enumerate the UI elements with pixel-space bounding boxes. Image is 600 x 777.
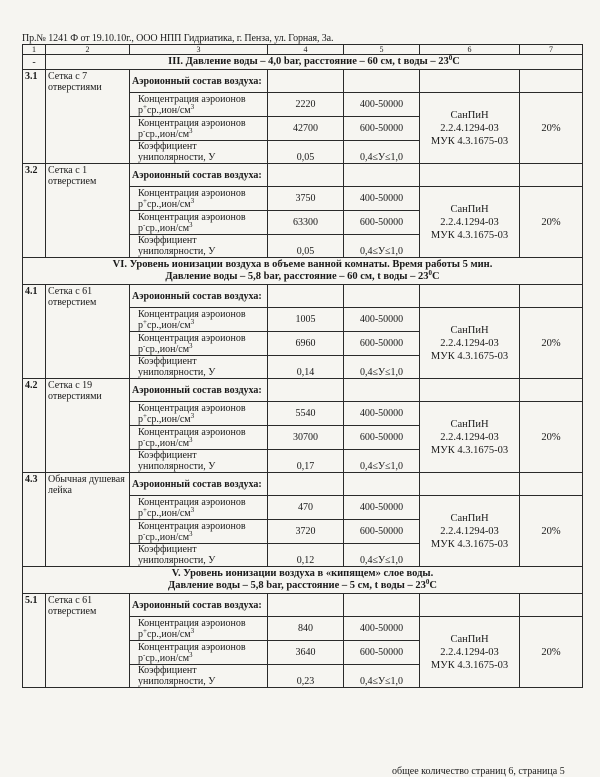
cube-sup: 3	[189, 341, 193, 350]
conc-minus-norm: 600-50000	[344, 520, 420, 544]
conc-symbol: р	[138, 104, 143, 116]
empty-cell	[420, 285, 520, 308]
coef-value: 0,12	[268, 544, 344, 567]
dash-cell: -	[23, 55, 46, 70]
conc-plus-norm: 400-50000	[344, 496, 420, 520]
degree-sup: 0	[425, 578, 430, 586]
empty-cell	[344, 594, 420, 617]
sample-name: Сетка с 61 отверстием	[46, 285, 130, 379]
conc-label-line1: Концентрация аэроионов	[138, 93, 246, 105]
conc-symbol: р	[138, 319, 143, 331]
conc-label-line1: Концентрация аэроионов	[138, 402, 246, 414]
conc-plus-value: 470	[268, 496, 344, 520]
degree-sup: 0	[448, 54, 453, 62]
conc-plus-value: 5540	[268, 402, 344, 426]
row-id: 4.2	[23, 379, 46, 473]
column-number: 3	[130, 45, 268, 55]
doc-line2: 2.2.4.1294-03	[440, 122, 499, 134]
degree-unit: С	[431, 271, 440, 282]
minus-sup: -	[143, 126, 146, 135]
conc-minus-label	[130, 117, 268, 141]
conc-minus-label	[130, 426, 268, 450]
conc-unit: ср.,ион/см	[145, 652, 190, 664]
error-value: 20%	[520, 187, 583, 258]
conc-symbol: р	[138, 343, 143, 355]
coef-norm: 0,4≤У≤1,0	[344, 665, 420, 688]
minus-sup: -	[143, 529, 146, 538]
section-title-line2: Давление воды – 5,8 bar, расстояние – 5 см, t воды – 23	[168, 580, 426, 591]
row-id: 4.3	[23, 473, 46, 567]
conc-plus-label	[130, 617, 268, 641]
conc-minus-value: 63300	[268, 211, 344, 235]
conc-minus-label	[130, 641, 268, 665]
conc-minus-value: 3720	[268, 520, 344, 544]
cube-sup: 3	[190, 102, 195, 111]
coef-norm: 0,4≤У≤1,0	[344, 235, 420, 258]
cube-sup: 3	[189, 650, 193, 659]
empty-cell	[420, 379, 520, 402]
group-label: Аэроионный состав воздуха:	[130, 594, 268, 617]
doc-line2: 2.2.4.1294-03	[440, 337, 499, 349]
table-row	[23, 285, 583, 308]
conc-unit: ср.,ион/см	[146, 628, 191, 640]
cube-sup: 3	[190, 626, 195, 635]
conc-unit: ср.,ион/см	[145, 222, 190, 234]
conc-minus-norm: 600-50000	[344, 332, 420, 356]
empty-cell	[420, 164, 520, 187]
conc-plus-norm: 400-50000	[344, 93, 420, 117]
empty-cell	[420, 594, 520, 617]
doc-line1: СанПиН	[450, 633, 489, 645]
normative-doc	[420, 187, 520, 258]
section-title	[23, 258, 583, 285]
empty-cell	[520, 594, 583, 617]
doc-line2: 2.2.4.1294-03	[440, 646, 499, 658]
row-id: 4.1	[23, 285, 46, 379]
minus-sup: -	[143, 220, 146, 229]
empty-cell	[344, 70, 420, 93]
doc-line3: МУК 4.3.1675-03	[430, 135, 509, 147]
conc-symbol: р	[138, 198, 143, 210]
error-value: 20%	[520, 308, 583, 379]
conc-symbol: р	[138, 222, 143, 234]
coef-norm: 0,4≤У≤1,0	[344, 141, 420, 164]
conc-symbol: р	[138, 507, 143, 519]
empty-cell	[268, 285, 344, 308]
row-id: 3.1	[23, 70, 46, 164]
conc-label-line1: Концентрация аэроионов	[138, 308, 246, 320]
coef-label: Коэффициент униполярности, У	[130, 544, 268, 567]
cube-sup: 3	[189, 220, 193, 229]
empty-cell	[268, 379, 344, 402]
degree-unit: С	[452, 56, 460, 67]
conc-symbol: р	[138, 628, 143, 640]
conc-symbol: р	[138, 413, 143, 425]
group-label: Аэроионный состав воздуха:	[130, 285, 268, 308]
conc-symbol: р	[138, 531, 143, 543]
doc-line3: МУК 4.3.1675-03	[430, 350, 509, 362]
plus-sup: +	[143, 102, 147, 111]
table-row	[23, 164, 583, 187]
conc-label-line1: Концентрация аэроионов	[138, 641, 246, 653]
empty-cell	[268, 70, 344, 93]
doc-line2: 2.2.4.1294-03	[440, 216, 499, 228]
empty-cell	[268, 164, 344, 187]
sample-name: Сетка с 7 отверстиями	[46, 70, 130, 164]
section-title-row	[23, 258, 583, 285]
column-number: 1	[23, 45, 46, 55]
degree-unit: С	[429, 580, 437, 591]
row-id: 3.2	[23, 164, 46, 258]
conc-minus-norm: 600-50000	[344, 211, 420, 235]
conc-unit: ср.,ион/см	[146, 413, 191, 425]
conc-minus-label	[130, 211, 268, 235]
empty-cell	[520, 473, 583, 496]
empty-cell	[520, 70, 583, 93]
plus-sup: +	[143, 505, 147, 514]
doc-line1: СанПиН	[450, 324, 489, 336]
error-value: 20%	[520, 617, 583, 688]
normative-doc	[420, 93, 520, 164]
table-row	[23, 70, 583, 93]
conc-label-line1: Концентрация аэроионов	[138, 332, 246, 344]
plus-sup: +	[143, 196, 147, 205]
empty-cell	[420, 70, 520, 93]
empty-cell	[420, 473, 520, 496]
empty-cell	[520, 164, 583, 187]
coef-label: Коэффициент униполярности, У	[130, 235, 268, 258]
table-row	[23, 594, 583, 617]
column-number: 5	[344, 45, 420, 55]
plus-sup: +	[143, 626, 147, 635]
sample-name: Сетка с 1 отверстием	[46, 164, 130, 258]
normative-doc	[420, 496, 520, 567]
conc-plus-label	[130, 402, 268, 426]
plus-sup: +	[143, 317, 147, 326]
conc-label-line1: Концентрация аэроионов	[138, 617, 246, 629]
section-title	[46, 55, 583, 70]
table-body	[23, 45, 583, 688]
column-number: 2	[46, 45, 130, 55]
minus-sup: -	[143, 435, 146, 444]
doc-line3: МУК 4.3.1675-03	[430, 659, 509, 671]
conc-symbol: р	[138, 128, 143, 140]
conc-unit: ср.,ион/см	[145, 531, 190, 543]
conc-label-line1: Концентрация аэроионов	[138, 117, 246, 129]
coef-label: Коэффициент униполярности, У	[130, 141, 268, 164]
section-title-line2: Давление воды – 5,8 bar, расстояние – 60 см, t воды – 23	[165, 271, 429, 282]
coef-value: 0,05	[268, 235, 344, 258]
doc-line3: МУК 4.3.1675-03	[430, 229, 509, 241]
conc-unit: ср.,ион/см	[146, 104, 191, 116]
conc-label-line1: Концентрация аэроионов	[138, 426, 246, 438]
doc-line3: МУК 4.3.1675-03	[430, 444, 509, 456]
sample-name: Сетка с 61 отверстием	[46, 594, 130, 688]
conc-unit: ср.,ион/см	[145, 437, 190, 449]
section-title-row	[23, 567, 583, 594]
section-title-text: III. Давление воды – 4,0 bar, расстояние – 60 см, t воды – 23	[168, 56, 449, 67]
cube-sup: 3	[189, 529, 193, 538]
doc-line3: МУК 4.3.1675-03	[430, 538, 509, 550]
page-footer: общее количество страниц 6, страница 5	[392, 766, 565, 777]
group-label: Аэроионный состав воздуха:	[130, 70, 268, 93]
minus-sup: -	[143, 650, 146, 659]
measurements-table	[22, 44, 583, 688]
section-title-line1: V. Уровень ионизации воздуха в «кипящем» слое воды.	[171, 568, 434, 579]
group-label: Аэроионный состав воздуха:	[130, 473, 268, 496]
conc-plus-label	[130, 496, 268, 520]
conc-plus-value: 840	[268, 617, 344, 641]
conc-plus-value: 3750	[268, 187, 344, 211]
cube-sup: 3	[190, 411, 195, 420]
sample-name: Сетка с 19 отверстиями	[46, 379, 130, 473]
error-value: 20%	[520, 93, 583, 164]
conc-minus-value: 42700	[268, 117, 344, 141]
coef-label: Коэффициент униполярности, У	[130, 450, 268, 473]
column-number: 4	[268, 45, 344, 55]
group-label: Аэроионный состав воздуха:	[130, 164, 268, 187]
section-title-row	[23, 55, 583, 70]
table-row	[23, 473, 583, 496]
conc-unit: ср.,ион/см	[146, 198, 191, 210]
coef-norm: 0,4≤У≤1,0	[344, 450, 420, 473]
minus-sup: -	[143, 341, 146, 350]
conc-minus-norm: 600-50000	[344, 117, 420, 141]
conc-unit: ср.,ион/см	[145, 343, 190, 355]
column-number-row	[23, 45, 583, 55]
conc-plus-label	[130, 93, 268, 117]
column-number: 7	[520, 45, 583, 55]
conc-plus-label	[130, 187, 268, 211]
coef-label: Коэффициент униполярности, У	[130, 665, 268, 688]
cube-sup: 3	[189, 435, 193, 444]
doc-line1: СанПиН	[450, 109, 489, 121]
conc-plus-label	[130, 308, 268, 332]
error-value: 20%	[520, 402, 583, 473]
normative-doc	[420, 308, 520, 379]
conc-minus-value: 3640	[268, 641, 344, 665]
conc-plus-norm: 400-50000	[344, 308, 420, 332]
group-label: Аэроионный состав воздуха:	[130, 379, 268, 402]
conc-symbol: р	[138, 652, 143, 664]
empty-cell	[520, 379, 583, 402]
coef-label: Коэффициент униполярности, У	[130, 356, 268, 379]
conc-minus-label	[130, 332, 268, 356]
error-value: 20%	[520, 496, 583, 567]
plus-sup: +	[143, 411, 147, 420]
coef-norm: 0,4≤У≤1,0	[344, 356, 420, 379]
conc-minus-label	[130, 520, 268, 544]
empty-cell	[268, 473, 344, 496]
conc-plus-value: 2220	[268, 93, 344, 117]
conc-plus-norm: 400-50000	[344, 187, 420, 211]
column-number: 6	[420, 45, 520, 55]
conc-plus-norm: 400-50000	[344, 617, 420, 641]
protocol-header: Пр.№ 1241 Ф от 19.10.10г., ООО НПП Гидриатика, г. Пенза, ул. Горная, 3а.	[22, 33, 334, 44]
conc-minus-value: 30700	[268, 426, 344, 450]
sample-name: Обычная душевая лейка	[46, 473, 130, 567]
doc-line2: 2.2.4.1294-03	[440, 525, 499, 537]
doc-line1: СанПиН	[450, 203, 489, 215]
doc-line1: СанПиН	[450, 512, 489, 524]
conc-label-line1: Концентрация аэроионов	[138, 520, 246, 532]
conc-unit: ср.,ион/см	[146, 319, 191, 331]
cube-sup: 3	[190, 196, 195, 205]
normative-doc	[420, 617, 520, 688]
conc-symbol: р	[138, 437, 143, 449]
cube-sup: 3	[189, 126, 193, 135]
conc-label-line1: Концентрация аэроионов	[138, 496, 246, 508]
empty-cell	[344, 285, 420, 308]
coef-norm: 0,4≤У≤1,0	[344, 544, 420, 567]
empty-cell	[268, 594, 344, 617]
coef-value: 0,05	[268, 141, 344, 164]
conc-label-line1: Концентрация аэроионов	[138, 187, 246, 199]
coef-value: 0,14	[268, 356, 344, 379]
conc-plus-value: 1005	[268, 308, 344, 332]
conc-unit: ср.,ион/см	[145, 128, 190, 140]
conc-minus-norm: 600-50000	[344, 641, 420, 665]
conc-unit: ср.,ион/см	[146, 507, 191, 519]
doc-line1: СанПиН	[450, 418, 489, 430]
empty-cell	[344, 473, 420, 496]
coef-value: 0,17	[268, 450, 344, 473]
cube-sup: 3	[190, 317, 195, 326]
cube-sup: 3	[190, 505, 195, 514]
conc-minus-norm: 600-50000	[344, 426, 420, 450]
section-title-line1: VI. Уровень ионизации воздуха в объеме ванной комнаты. Время работы 5 мин.	[112, 259, 493, 270]
conc-label-line1: Концентрация аэроионов	[138, 211, 246, 223]
empty-cell	[344, 164, 420, 187]
empty-cell	[520, 285, 583, 308]
doc-line2: 2.2.4.1294-03	[440, 431, 499, 443]
coef-value: 0,23	[268, 665, 344, 688]
normative-doc	[420, 402, 520, 473]
row-id: 5.1	[23, 594, 46, 688]
table-row	[23, 379, 583, 402]
empty-cell	[344, 379, 420, 402]
section-title	[23, 567, 583, 594]
conc-minus-value: 6960	[268, 332, 344, 356]
conc-plus-norm: 400-50000	[344, 402, 420, 426]
degree-sup: 0	[428, 269, 432, 277]
